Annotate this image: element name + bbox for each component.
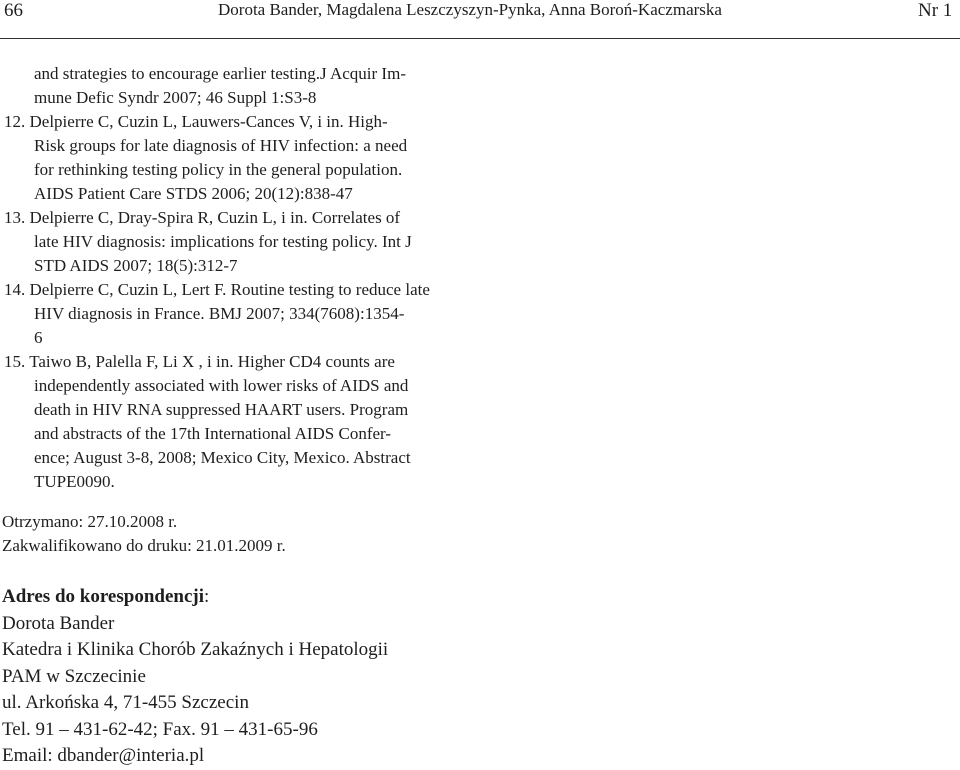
correspondence-address: ul. Arkońska 4, 71-455 Szczecin [2,692,249,713]
received-date: Otrzymano: 27.10.2008 r. [2,512,178,531]
reference-line [0,326,480,350]
running-header-authors: Dorota Bander, Magdalena Leszczyszyn-Pynka, Anna Boroń-Kaczmarska [218,0,722,19]
reference-line [0,278,480,302]
reference-text: HIV diagnosis in France. BMJ 2007; 334(7608):1354- [34,304,405,323]
reference-line [0,62,480,86]
reference-text: death in HIV RNA suppressed HAART users. Program [34,400,409,419]
correspondence-email: Email: dbander@interia.pl [2,745,205,766]
correspondence-department: Katedra i Klinika Chorób Zakaźnych i Hepatologii [2,639,389,660]
correspondence-block [2,584,388,770]
page-number: 66 [4,0,23,21]
reference-text: 13. Delpierre C, Dray-Spira R, Cuzin L, i in. Correlates of [4,208,401,227]
reference-text: STD AIDS 2007; 18(5):312-7 [34,256,238,275]
reference-line [0,374,480,398]
reference-line [0,134,480,158]
reference-line [0,398,480,422]
reference-line [0,86,480,110]
reference-line [0,446,480,470]
reference-line [0,302,480,326]
reference-line [0,470,480,494]
correspondence-institution: PAM w Szczecinie [2,665,146,687]
header-rule [0,38,960,39]
reference-text: late HIV diagnosis: implications for testing policy. Int J [34,232,412,251]
reference-line [0,230,480,254]
reference-line [0,350,480,374]
reference-text: TUPE0090. [34,472,115,491]
issue-number: Nr 1 [918,0,953,21]
reference-line [0,254,480,278]
reference-text: ence; August 3-8, 2008; Mexico City, Mexico. Abstract [34,448,411,467]
correspondence-heading-line [2,584,388,611]
reference-line [0,422,480,446]
reference-text: Risk groups for late diagnosis of HIV infection: a need [34,136,408,155]
reference-line [0,158,480,182]
reference-text: 14. Delpierre C, Cuzin L, Lert F. Routine testing to reduce late [4,280,430,299]
reference-text: mune Defic Syndr 2007; 46 Suppl 1:S3-8 [34,88,317,107]
running-header [0,0,960,30]
reference-text: 6 [34,328,43,347]
reference-text: independently associated with lower risks of AIDS and [34,376,409,395]
reference-line [0,110,480,134]
reference-list [0,62,480,494]
reference-text: and abstracts of the 17th International AIDS Confer- [34,424,392,443]
reference-text: 12. Delpierre C, Cuzin L, Lauwers-Cances V, i in. High- [4,112,388,131]
reference-line [0,182,480,206]
reference-text: for rethinking testing policy in the general population. [34,160,403,179]
correspondence-name: Dorota Bander [2,612,115,634]
reference-text: AIDS Patient Care STDS 2006; 20(12):838-47 [34,184,353,203]
reference-text: 15. Taiwo B, Palella F, Li X , i in. Higher CD4 counts are [4,352,395,371]
accepted-date: Zakwalifikowano do druku: 21.01.2009 r. [2,536,286,555]
reference-line [0,206,480,230]
manuscript-dates [2,510,286,558]
correspondence-heading: Adres do korespondencji [2,586,204,607]
reference-text: and strategies to encourage earlier testing.J Acquir Im- [34,64,406,83]
correspondence-phone: Tel. 91 – 431-62-42; Fax. 91 – 431-65-96 [2,718,318,740]
correspondence-heading-colon: : [204,586,210,607]
